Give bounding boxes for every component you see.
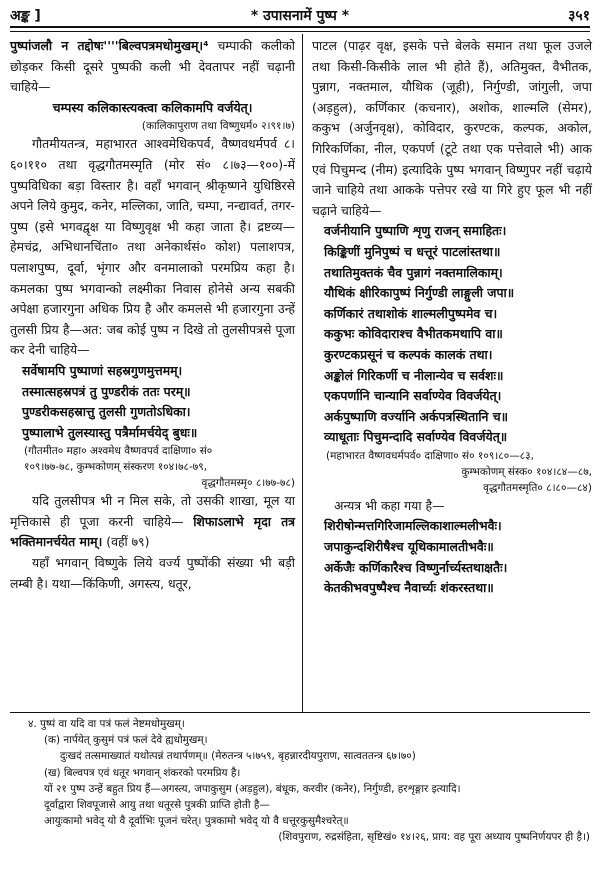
verse-line: व्याधूताः पिचुमन्दादि सर्वाण्येव विवर्जयेत्॥: [324, 429, 508, 445]
footnote-line: दूर्वाद्वारा शिवपूजासे आयु तथा धतूरसे पुत्रकी प्राप्ति होती है—: [44, 799, 270, 812]
paragraph: [10, 491, 295, 553]
verse-line: पुष्पालाभे तुलस्यास्तु पत्रैर्मामर्चयेद् बुधः॥: [22, 424, 198, 440]
left-column: [10, 36, 295, 594]
footnote-line: (क) नार्पयेत् कुसुमं पत्रं फलं देवे ह्यधोमुखम्।: [44, 734, 208, 747]
footnote-line: ४. पुष्पं वा यदि वा पत्रं फलं नेष्टमधोमुखम्।: [28, 718, 185, 730]
verse-line: अर्केजैः कर्णिकारैश्च विष्णुर्नार्च्यस्तथाक्षतैः।: [324, 559, 508, 575]
verse-line: ककुभः कोविदाराश्च वैभीतकमथापि वा॥: [324, 326, 503, 342]
right-column: [312, 36, 592, 599]
source-citation: (गौतमीत० महा० अश्वमेध वैष्णवपर्व दाक्षिणा० सं०: [24, 445, 213, 458]
section-title: * उपासनामें पुष्प *: [250, 8, 350, 24]
footnote-rule: [10, 712, 590, 713]
verse-line: जपाकुन्दशिरीषैश्च यूथिकामालतीभवैः॥: [324, 539, 494, 555]
paragraph: गौतमीयतन्त्र, महाभारत आश्वमेधिकपर्व, वैष्णवधर्मपर्व ८।६०।११० तथा वृद्धगौतमस्मृति (मोर सं० ८।७३—१००)-में पुष्पविधिका बड़ा विस्तार है। वहाँ भगवान् श्रीकृष्णने युधिष्ठिरसे अपने लिये कुमुद, कनेर, मल्लिका, जाति, चम्पा, नन्द्यावर्त, तगर-पुष्प (इसे भगवद्वृक्ष या विष्णुवृक्ष भी कहा जाता है। द्रष्टव्य—हेमचंद्र, अभिधानचिंता० तथा अनेकार्थसं० कोश) पलाशपत्र, पलाशपुष्प, दूर्वा, भृंगार और वनमालाको परमप्रिय कहा है। कमलका पुष्प भगवान्को लक्ष्मीका निवास होनेसे अन्य सबकी अपेक्षा हजारगुना अधिक प्रिय है और कमलसे भी हजारगुना उन्हें तुलसी प्रिय है—अत: जब कोई पुष्प न दिखे तो तुलसीपत्रसे पूजा कर देनी चाहिये—: [10, 136, 295, 358]
quote-verse: शिफाऽलाभे मृदा तत्र भक्तिमानर्चयेत माम्।: [10, 513, 295, 550]
verse-line: चम्पस्य कलिकास्त्यक्त्वा कलिकामपि वर्जयेत्।: [52, 99, 253, 115]
column-divider: [302, 34, 303, 712]
verse-line: तस्मात्सहस्रपत्रं तु पुण्डरीकं ततः परम्॥: [22, 383, 191, 399]
source-citation: (वहीं ७९): [106, 534, 150, 550]
issue-label: अङ्क ]: [10, 8, 41, 24]
page-number: ३५१: [568, 8, 590, 24]
verse-line: अङ्कोलं गिरिकर्णी च नीलान्येव च सर्वशः॥: [324, 367, 504, 383]
header-rule: [10, 26, 590, 32]
source-citation: कुम्भकोणम् संस्क० १०४।८४—८७,: [461, 465, 592, 478]
paragraph-text: चम्पाकी कलीको छोड़कर किसी दूसरे पुष्पकी कली भी देवतापर नहीं चढ़ानी चाहिये—: [10, 38, 295, 95]
verse-line: केतकीभवपुष्पैश्च नैवार्च्यः शंकरस्तथा॥: [324, 580, 494, 596]
verse-line: कुरण्टकप्रसूनं च कल्पकं कालकं तथा।: [324, 346, 493, 362]
verse-line: वर्जनीयानि पुष्पाणि शृणु राजन् समाहितः।: [324, 223, 507, 239]
source-citation: वृद्धगौतमस्मृ० ८।७७-७८): [201, 477, 295, 490]
paragraph: यहाँ भगवान् विष्णुके लिये वर्ज्य पुष्पोंकी संख्या भी बड़ी लम्बी है। यथा—किंकिणी, अगस्त्य, धतूर,: [10, 555, 295, 591]
source-citation: १०९।७७-७८, कुम्भकोणम् संस्करण १०४।७८-७९,: [24, 461, 208, 474]
paragraph: पाटल (पाढ़र वृक्ष, इसके पत्ते बेलके समान तथा फूल उजले तथा किसी-किसीके लाल भी होते हैं), अतिमुक्त, वैभीतक, पुन्नाग, नक्तमाल, यौथिक (जूही), निर्गुण्डी, जांगुली, जपा (अड़हुल), कर्णिकार (कचनार), अशोक, शाल्मलि (सेमर), ककुभ (अर्जुनवृक्ष), कोविदार, कुरण्टक, कल्पक, अकोल, गिरिकर्णिका, नील, एकपर्ण (टूटे तथा एक पत्तेवाले भी) आक एवं पिचुमन्द (नीम) इत्यादिके पुष्प भगवान् विष्णुपर नहीं चढ़ाये जाने चाहिये तथा आकके पत्तेपर रखे या गिरे हुए फूल भी नहीं चढ़ाने चाहिये—: [312, 38, 592, 218]
footnote-line: (शिवपुराण, रुद्रसंहिता, सृष्टिखं० १४।२६, प्राय: वह पूरा अध्याय पुष्पनिर्णयपर ही है।): [278, 831, 590, 844]
source-citation: (महाभारत वैष्णवधर्मपर्व० दाक्षिणा० सं० १०९।८०—८३,: [326, 449, 534, 462]
verse-line: कर्णिकारं तथाशोकं शाल्मलीपुष्पमेव च।: [324, 305, 498, 321]
paragraph-text: यदि तुलसीपत्र भी न मिल सके, तो उसकी शाखा, मूल या मृत्तिकासे ही पूजा करनी चाहिये—: [10, 493, 295, 529]
footnote-line: यों २१ पुष्प उन्हें बहुत प्रिय हैं—अगस्त्य, जपाकुसुम (अड़हुल), बंधूक, करवीर (कनेर), निर्गुण्डी, हरशृङ्गार इत्यादि।: [44, 782, 461, 795]
source-citation: (कालिकापुराण तथा विष्णुधर्म० २।९१।७): [141, 120, 295, 133]
paragraph: [10, 36, 295, 98]
footnote-line: (ख) बिल्वपत्र एवं धतूर भगवान् शंकरको परमप्रिय है।: [44, 766, 241, 779]
footnotes: [28, 716, 590, 846]
verse-line: शिरीषोन्मत्तगिरिजामल्लिकाशाल्मलीभवैः।: [324, 518, 502, 534]
page-header: [10, 4, 590, 26]
verse-line: यौथिकं क्षीरिकापुष्पं निर्गुण्डी लाङ्गुली जपा॥: [324, 285, 515, 301]
quote-verse: पुष्पांजलौ न तद्दोषः''''बिल्वपत्रमधोमुखम्।⁴: [10, 38, 209, 53]
verse-line: अर्कपुष्पाणि वर्ज्यानि अर्कपत्रस्थितानि च॥: [324, 408, 509, 424]
footnote-line: दुःखदं तत्समाख्यातं यथोत्पन्नं तथार्पणम्॥ (मेरुतन्त्र ५।७५९, बृहन्नारदीयपुराण, सात्वततन्त्र ६७।७०): [60, 750, 416, 763]
verse-line: तथातिमुक्तकं चैव पुन्नागं नक्तमालिकाम्।: [324, 264, 503, 280]
footnote-line: आयुःकामो भवेद् यो वै दूर्वाभिः पूजनं चरेत्। पुत्रकामो भवेद् यो वै धत्तूरकुसुमैश्चरेत्॥: [44, 815, 349, 828]
verse-line: सर्वेषामपि पुष्पाणां सहस्रगुणमुत्तमम्।: [22, 362, 183, 378]
verse-line: किङ्किणीं मुनिपुष्पं च धत्तूरं पाटलांस्तथा॥: [324, 243, 501, 259]
paragraph: अन्यत्र भी कहा गया है—: [334, 497, 445, 513]
verse-line: एकपर्णानि चान्यानि सर्वाण्येव विवर्जयेत्।: [324, 388, 502, 404]
verse-line: पुण्डरीकसहस्रात्तु तुलसी गुणतोऽधिका।: [22, 404, 191, 420]
source-citation: वृद्धगौतमस्मृति० ८।८०—८४): [483, 481, 592, 494]
